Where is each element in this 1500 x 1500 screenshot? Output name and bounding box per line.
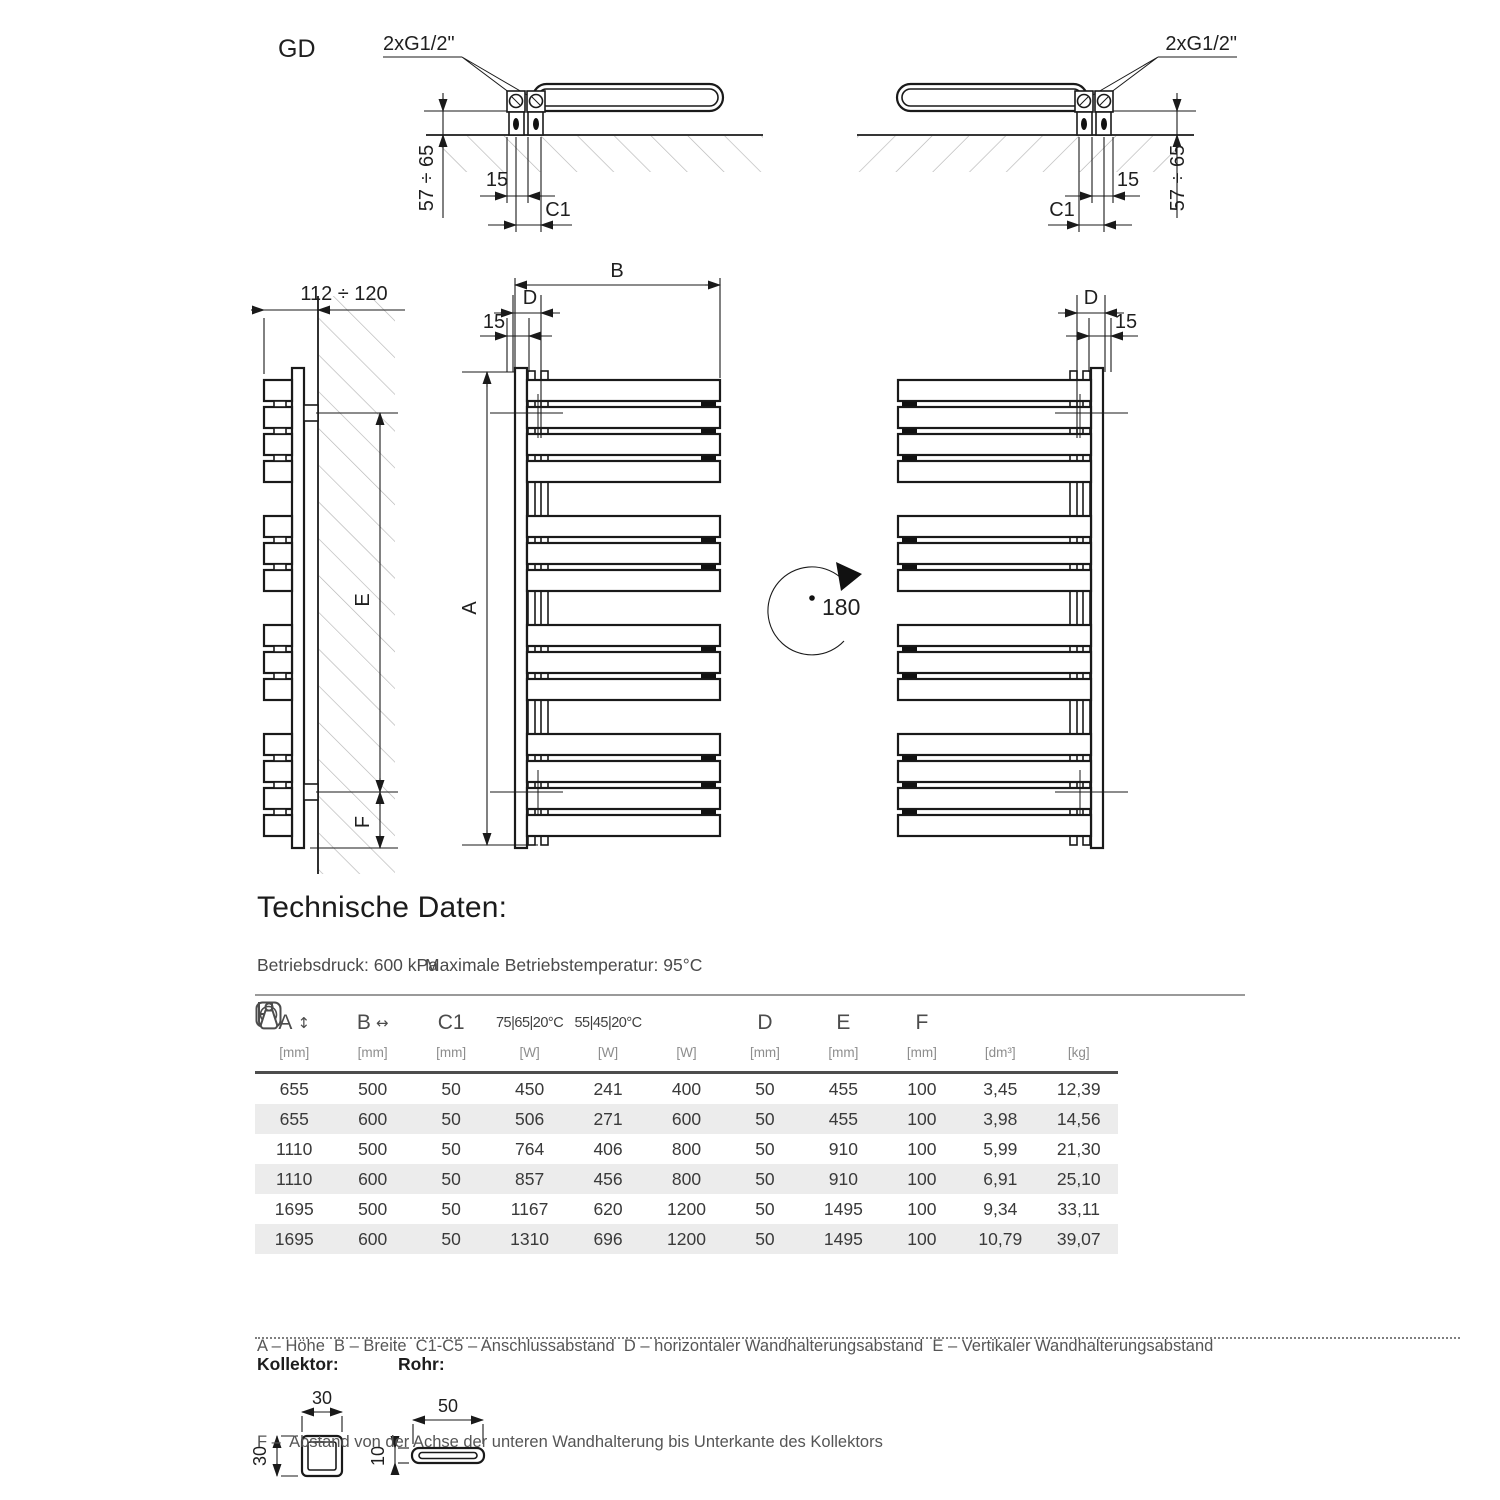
operating-pressure: Betriebsdruck: 600 kPa — [257, 955, 438, 975]
dim-label-kollektor-width: 30 — [311, 1388, 333, 1408]
thread-label-right: 2xG1/2" — [1165, 33, 1237, 55]
table-cell: 800 — [671, 1138, 702, 1159]
table-cell: 655 — [279, 1078, 309, 1099]
table-cell: 6,91 — [983, 1168, 1018, 1189]
table-cell: 3,98 — [983, 1108, 1018, 1129]
max-temperature: Maximale Betriebstemperatur: 95°C — [425, 955, 703, 975]
dim-label-rohr-width: 50 — [437, 1396, 459, 1416]
table-cell: 50 — [755, 1108, 775, 1129]
dim-label-clearance-right: 57 ÷ 65 — [1167, 144, 1189, 212]
col-header-f: F — [915, 1011, 929, 1034]
table-cell: 800 — [671, 1168, 702, 1189]
table-cell: 100 — [907, 1228, 937, 1249]
table-row — [255, 1134, 1118, 1164]
col-header-power-75: 75|65|20°C — [495, 1015, 564, 1031]
table-cell: 455 — [828, 1108, 858, 1129]
table-cell: 764 — [514, 1138, 545, 1159]
table-row — [255, 1164, 1118, 1194]
dim-label-d-left: D — [522, 287, 538, 309]
dimension-legend — [257, 1266, 1267, 1490]
table-cell: 50 — [755, 1138, 775, 1159]
table-cell: 50 — [441, 1198, 461, 1219]
table-cell: 1110 — [276, 1138, 313, 1159]
table-row — [255, 1104, 1118, 1134]
table-cell: 12,39 — [1056, 1078, 1101, 1099]
table-cell: 600 — [358, 1168, 388, 1189]
table-cell: 50 — [441, 1168, 461, 1189]
dim-label-15-front-right: 15 — [1114, 311, 1138, 333]
dim-label-15-front-left: 15 — [482, 311, 506, 333]
table-cell: 271 — [593, 1108, 623, 1129]
table-cell: 1695 — [274, 1228, 314, 1249]
table-cell: 21,30 — [1056, 1138, 1101, 1159]
table-cell: 5,99 — [983, 1138, 1018, 1159]
table-cell: 406 — [593, 1138, 623, 1159]
table-cell: 39,07 — [1056, 1228, 1101, 1249]
rotation-arrow — [768, 562, 862, 655]
table-cell: 9,34 — [983, 1198, 1018, 1219]
table-cell: 33,11 — [1057, 1198, 1100, 1219]
table-cell: 100 — [907, 1198, 937, 1219]
dim-label-d-right: D — [1083, 287, 1099, 309]
table-cell: 1167 — [510, 1198, 549, 1219]
table-cell: 696 — [593, 1228, 623, 1249]
table-cell: 50 — [441, 1228, 461, 1249]
col-header-c1: C1 — [437, 1011, 465, 1034]
front-view-left — [459, 260, 720, 848]
table-cell: 50 — [441, 1138, 461, 1159]
mounting-detail-left — [278, 33, 763, 232]
dotted-separator — [255, 1337, 1460, 1339]
operating-specs — [257, 955, 1157, 976]
table-cell: 400 — [671, 1078, 702, 1099]
table-cell: 1110 — [276, 1168, 313, 1189]
table-cell: 910 — [828, 1138, 858, 1159]
table-row — [255, 1224, 1118, 1254]
table-cell: 1310 — [510, 1228, 550, 1249]
dim-label-c1-left: C1 — [545, 199, 571, 221]
dim-label-b: B — [610, 260, 624, 282]
table-cell: 600 — [358, 1108, 388, 1129]
table-cell: 50 — [755, 1228, 775, 1249]
table-cell: 50 — [441, 1108, 461, 1129]
horizontal-arrows-icon: ↔ — [375, 1014, 389, 1032]
dim-label-rohr-height: 10 — [368, 1445, 388, 1467]
table-cell: 50 — [755, 1198, 775, 1219]
table-cell: 14,56 — [1056, 1108, 1101, 1129]
table-cell: 1495 — [823, 1198, 863, 1219]
dim-label-15-top-right: 15 — [1116, 169, 1140, 191]
table-cell: 100 — [907, 1078, 937, 1099]
table-cell: 600 — [671, 1108, 702, 1129]
table-cell: 857 — [514, 1168, 545, 1189]
dim-label-e: E — [352, 593, 374, 607]
table-cell: 100 — [907, 1138, 937, 1159]
col-header-d: D — [757, 1011, 773, 1034]
table-row — [255, 1194, 1118, 1224]
front-view-right — [898, 287, 1138, 848]
table-cell: 1200 — [667, 1228, 706, 1249]
table-cell: 241 — [593, 1078, 623, 1099]
vertical-arrows-icon: ↕ — [297, 1014, 311, 1032]
rotation-angle-label: 180 — [822, 594, 861, 620]
thread-label-left: 2xG1/2" — [383, 33, 455, 55]
dim-label-clearance-left: 57 ÷ 65 — [416, 144, 438, 212]
dim-label-15-top-left: 15 — [485, 169, 509, 191]
table-cell: 50 — [441, 1078, 461, 1099]
dim-label-depth: 112 ÷ 120 — [300, 283, 388, 305]
table-cell: 10,79 — [978, 1228, 1023, 1249]
table-cell: 50 — [755, 1078, 775, 1099]
table-cell: 50 — [755, 1168, 775, 1189]
table-body — [255, 1074, 1118, 1254]
table-row — [255, 1074, 1118, 1104]
table-cell: 1695 — [274, 1198, 314, 1219]
col-header-a: A ↕ — [278, 1011, 311, 1034]
separator-line — [255, 994, 1245, 996]
kollektor-section-label: Kollektor: — [257, 1354, 339, 1374]
col-header-power-55: 55|45|20°C — [574, 1015, 642, 1031]
table-cell: 1495 — [823, 1228, 863, 1249]
table-cell: 655 — [279, 1108, 309, 1129]
table-cell: 500 — [358, 1138, 388, 1159]
table-cell: 1200 — [667, 1198, 706, 1219]
model-label: GD — [278, 35, 316, 63]
technical-data-table — [255, 1001, 1118, 1254]
weight-icon — [255, 1001, 283, 1031]
mounting-detail-right — [857, 33, 1237, 232]
dim-label-f: F — [352, 815, 374, 829]
table-cell: 500 — [358, 1078, 388, 1099]
side-view — [251, 283, 405, 874]
table-cell: 456 — [593, 1168, 623, 1189]
table-cell: 910 — [828, 1168, 858, 1189]
legend-line-1: A – Höhe B – Breite C1-C5 – Anschlussabstand D – horizontaler Wandhalterungsabstand E – Vertikaler Wandhalterungsabstand — [257, 1337, 1214, 1355]
table-cell: 506 — [514, 1108, 545, 1129]
table-cell: 3,45 — [983, 1078, 1018, 1099]
col-header-b: B ↔ — [356, 1011, 389, 1034]
table-cell: 25,10 — [1056, 1168, 1101, 1189]
table-cell: 100 — [907, 1108, 937, 1129]
dim-label-c1-right: C1 — [1049, 199, 1075, 221]
table-header-row — [255, 1001, 1118, 1045]
table-cell: 600 — [358, 1228, 388, 1249]
page-title: Technische Daten: — [257, 891, 508, 924]
dim-label-kollektor-height: 30 — [250, 1445, 270, 1467]
table-cell: 620 — [593, 1198, 623, 1219]
rohr-section-label: Rohr: — [398, 1354, 445, 1374]
legend-line-2: F – Abstand von der Achse der unteren Wandhalterung bis Unterkante des Kollektors — [257, 1433, 883, 1451]
table-cell: 500 — [358, 1198, 388, 1219]
col-header-e: E — [836, 1011, 851, 1034]
table-cell: 455 — [828, 1078, 858, 1099]
table-units-row: [mm] [mm] [mm] [W] [W] [W] [mm] [mm] [mm] [dm³] [kg] — [255, 1045, 1118, 1074]
table-cell: 450 — [514, 1078, 545, 1099]
table-cell: 100 — [907, 1168, 937, 1189]
dim-label-a: A — [459, 601, 481, 615]
